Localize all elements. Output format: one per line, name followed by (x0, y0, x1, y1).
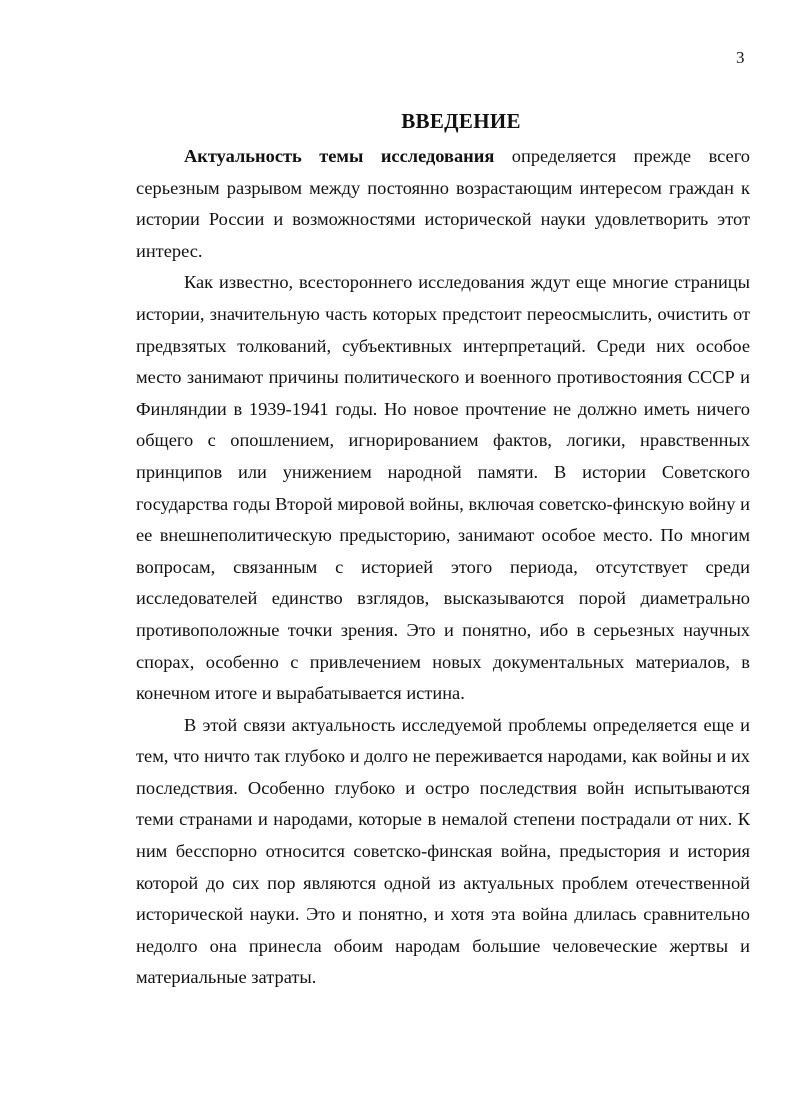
paragraph-relevance (136, 141, 750, 267)
paragraph-war-consequences: В этой связи актуальность исследуемой проблемы определяется еще и тем, что ничто так глубоко и долго не переживается народами, как войны и их последствия. Особенно глубоко и остро последствия войн испытываются теми странами и народами, которые в немалой степени пострадали от них. К ним бесспорно относится советско-финская война, предыстория и история которой до сих пор являются одной из актуальных проблем отечественной исторической науки. Это и понятно, и хотя эта война длилась сравнительно недолго она принесла обоим народам большие человеческие жертвы и материальные затраты. (136, 714, 750, 988)
relevance-text: определяется прежде всего серьезным разрывом между постоянно возрастающим интересом граждан к истории России и возможностями исторической науки удовлетворить этот интерес. (136, 146, 750, 261)
page-number: 3 (736, 48, 745, 67)
page-title: ВВЕДЕНИЕ (401, 109, 521, 133)
relevance-lead: Актуальность темы исследования (184, 146, 495, 166)
paragraph-history-context: Как известно, всестороннего исследования ждут еще многие страницы истории, значительную часть которых предстоит переосмыслить, очистить от предвзятых толкований, субъективных интерпретаций. Среди них особое место занимают причины политического и военного противостояния СССР и Финляндии в 1939-1941 годы. Но новое прочтение не должно иметь ничего общего с опошлением, игнорированием фактов, логики, нравственных принципов или унижением народной памяти. В истории Советского государства годы Второй мировой войны, включая советско-финскую войну и ее внешнеполитическую предысторию, занимают особое место. По многим вопросам, связанным с историей этого периода, отсутствует среди исследователей единство взглядов, высказываются порой диаметрально противоположные точки зрения. Это и понятно, ибо в серьезных научных спорах, особенно с привлечением новых документальных материалов, в конечном итоге и вырабатывается истина. (136, 272, 750, 704)
body-text (136, 141, 750, 994)
